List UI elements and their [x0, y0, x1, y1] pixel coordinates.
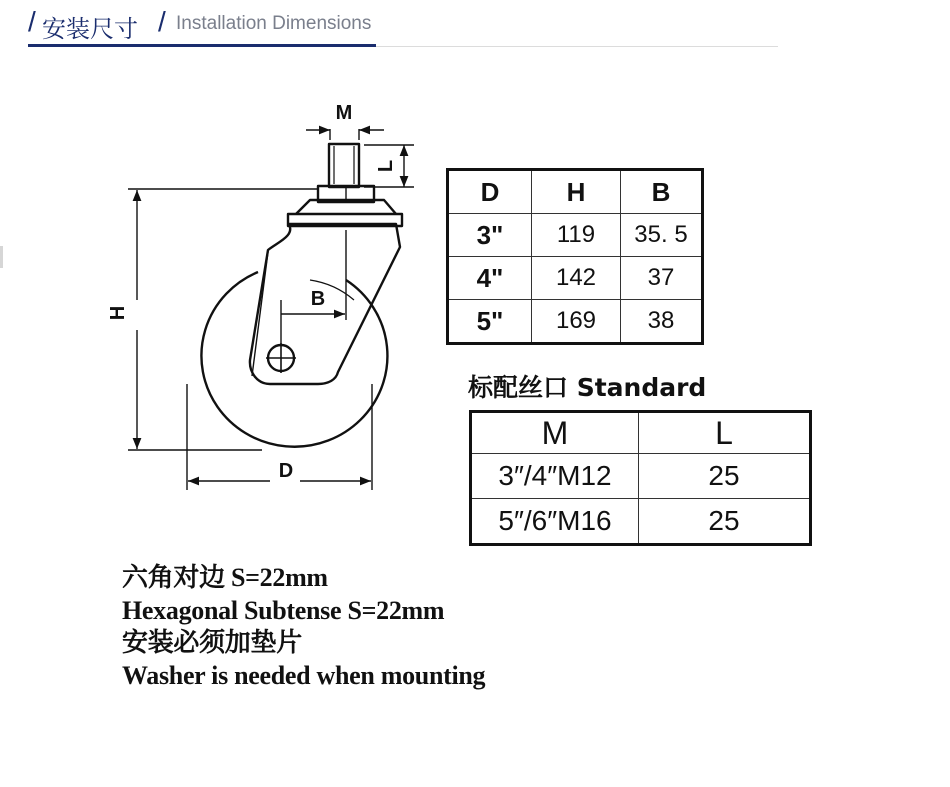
size-h-cell: 142 — [532, 257, 621, 300]
thread-table — [469, 410, 812, 546]
size-table-header — [448, 170, 703, 214]
size-b-cell: 37 — [621, 257, 703, 300]
label-m: M — [335, 102, 353, 124]
table-row — [448, 214, 703, 257]
table-row — [471, 499, 811, 545]
thread-m-cell: 3″/4″M12 — [471, 454, 639, 499]
mounting-notes — [122, 562, 485, 692]
size-b-cell: 38 — [621, 300, 703, 344]
header-title-cn: 安装尺寸 — [42, 16, 138, 43]
size-header-h: H — [532, 170, 621, 214]
fork-inner-line — [252, 252, 268, 376]
thread-l-cell: 25 — [639, 454, 811, 499]
standard-caption: 标配丝口 Standard — [468, 373, 707, 402]
size-d-cell: 4" — [448, 257, 532, 300]
thread-table-header — [471, 412, 811, 454]
note-hex-en: Hexagonal Subtense S=22mm — [122, 595, 445, 625]
table-row — [448, 300, 703, 344]
size-b-cell: 35. 5 — [621, 214, 703, 257]
label-d: D — [278, 460, 294, 482]
table-row — [471, 454, 811, 499]
size-header-b: B — [621, 170, 703, 214]
size-header-d: D — [448, 170, 532, 214]
note-washer-cn: 安装必须加垫片 — [122, 628, 302, 657]
thread-header-m: M — [471, 412, 639, 454]
label-h: H — [107, 305, 129, 321]
label-l: L — [375, 159, 397, 173]
header-slash-right: / — [158, 6, 166, 37]
note-washer-en: Washer is needed when mounting — [122, 660, 486, 690]
thread-m-cell: 5″/6″M16 — [471, 499, 639, 545]
size-d-cell: 5" — [448, 300, 532, 344]
label-b: B — [310, 288, 326, 310]
thread-l-cell: 25 — [639, 499, 811, 545]
size-table — [446, 168, 704, 345]
size-h-cell: 119 — [532, 214, 621, 257]
note-hex-cn: 六角对边 S=22mm — [122, 563, 328, 592]
thread-header-l: L — [639, 412, 811, 454]
header-title-en: Installation Dimensions — [176, 13, 372, 34]
size-d-cell: 3" — [448, 214, 532, 257]
header-slash-left: / — [28, 6, 36, 37]
size-h-cell: 169 — [532, 300, 621, 344]
table-row — [448, 257, 703, 300]
